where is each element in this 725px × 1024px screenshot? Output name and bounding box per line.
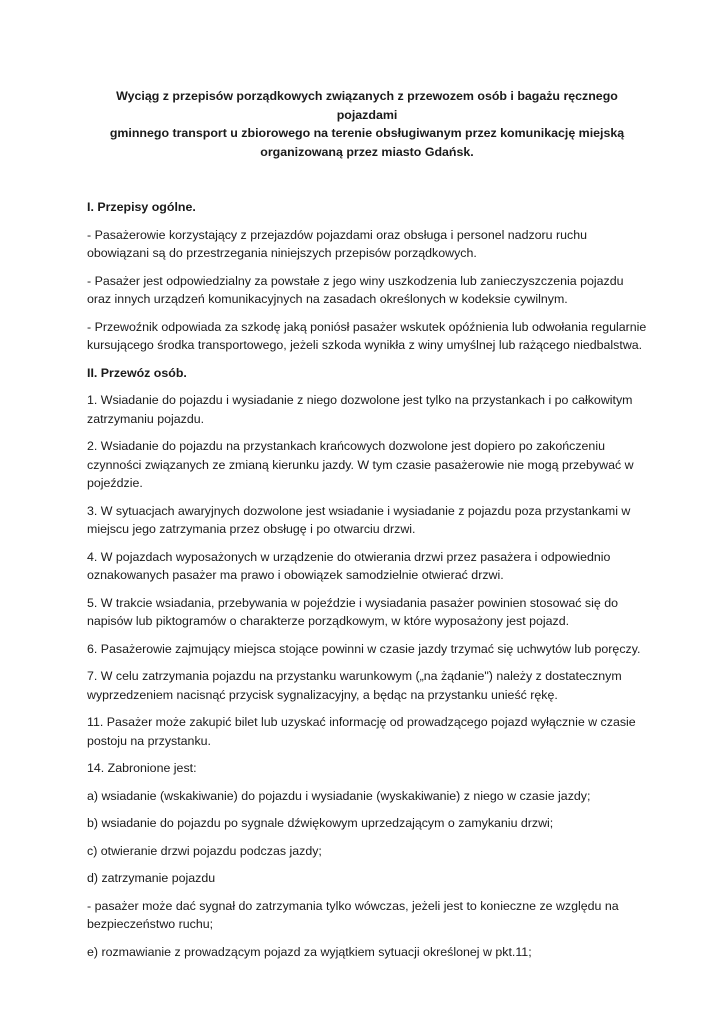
list-item: c) otwieranie drzwi pojazdu podczas jazdy; xyxy=(87,843,322,858)
title-line: organizowaną przez miasto Gdańsk. xyxy=(260,144,474,159)
paragraph: 6. Pasażerowie zajmujący miejsca stojące powinni w czasie jazdy trzymać się uchwytów lub poręczy. xyxy=(87,641,641,656)
paragraph: 2. Wsiadanie do pojazdu na przystankach krańcowych dozwolone jest dopiero po zakończeniu czynności związanych ze zmianą kierunku jazdy. W tym czasie pasażerowie nie mogą przebywać w pojeździe. xyxy=(87,439,634,490)
document-title xyxy=(87,87,647,161)
section-heading-passengers: II. Przewóz osób. xyxy=(87,365,187,380)
paragraph: 11. Pasażer może zakupić bilet lub uzyskać informację od prowadzącego pojazd wyłącznie w czasie postoju na przystanku. xyxy=(87,715,636,748)
paragraph: 1. Wsiadanie do pojazdu i wysiadanie z niego dozwolone jest tylko na przystankach i po całkowitym zatrzymaniu pojazdu. xyxy=(87,393,633,426)
paragraph: 4. W pojazdach wyposażonych w urządzenie do otwierania drzwi przez pasażera i odpowiednio oznakowanych pasażer ma prawo i obowiązek samodzielnie otwierać drzwi. xyxy=(87,549,611,582)
paragraph: - Pasażer jest odpowiedzialny za powstałe z jego winy uszkodzenia lub zanieczyszczenia pojazdu oraz innych urządzeń komunikacyjnych na zasadach określonych w kodeksie cywilnym. xyxy=(87,273,624,306)
paragraph: - Pasażerowie korzystający z przejazdów pojazdami oraz obsługa i personel nadzoru ruchu obowiązani są do przestrzegania niniejszych przepisów porządkowych. xyxy=(87,227,588,260)
paragraph: 5. W trakcie wsiadania, przebywania w pojeździe i wysiadania pasażer powinien stosować się do napisów lub piktogramów o charakterze porządkowym, w które wyposażony jest pojazd. xyxy=(87,595,619,628)
list-item: e) rozmawianie z prowadzącym pojazd za wyjątkiem sytuacji określonej w pkt.11; xyxy=(87,944,532,959)
list-item: - pasażer może dać sygnał do zatrzymania tylko wówczas, jeżeli jest to konieczne ze względu na bezpieczeństwo ruchu; xyxy=(87,898,619,931)
title-line: gminnego transport u zbiorowego na terenie obsługiwanym przez komunikację miejską xyxy=(109,126,625,140)
list-item: b) wsiadanie do pojazdu po sygnale dźwiękowym uprzedzającym o zamykaniu drzwi; xyxy=(87,816,554,830)
paragraph: - Przewoźnik odpowiada za szkodę jaką poniósł pasażer wskutek opóźnienia lub odwołania regularnie kursującego środka transportowego, jeżeli szkoda wynikła z winy umyślnej lub rażącego niedbalstwa. xyxy=(87,319,647,352)
section-heading-general: I. Przepisy ogólne. xyxy=(87,200,196,214)
title-line: Wyciąg z przepisów porządkowych związanych z przewozem osób i bagażu ręcznego pojazdami xyxy=(116,89,618,122)
document-page xyxy=(87,87,647,970)
paragraph: 14. Zabronione jest: xyxy=(87,761,197,775)
list-item: d) zatrzymanie pojazdu xyxy=(87,871,216,885)
paragraph: 7. W celu zatrzymania pojazdu na przystanku warunkowym („na żądanie") należy z dostatecznym wyprzedzeniem nacisnąć przycisk sygnalizacyjny, a będąc na przystanku unieść rękę. xyxy=(87,669,622,702)
paragraph: 3. W sytuacjach awaryjnych dozwolone jest wsiadanie i wysiadanie z pojazdu poza przystankami w miejscu jego zatrzymania przez obsługę i po otwarciu drzwi. xyxy=(87,503,631,536)
list-item: a) wsiadanie (wskakiwanie) do pojazdu i wysiadanie (wyskakiwanie) z niego w czasie jazdy; xyxy=(87,788,591,803)
